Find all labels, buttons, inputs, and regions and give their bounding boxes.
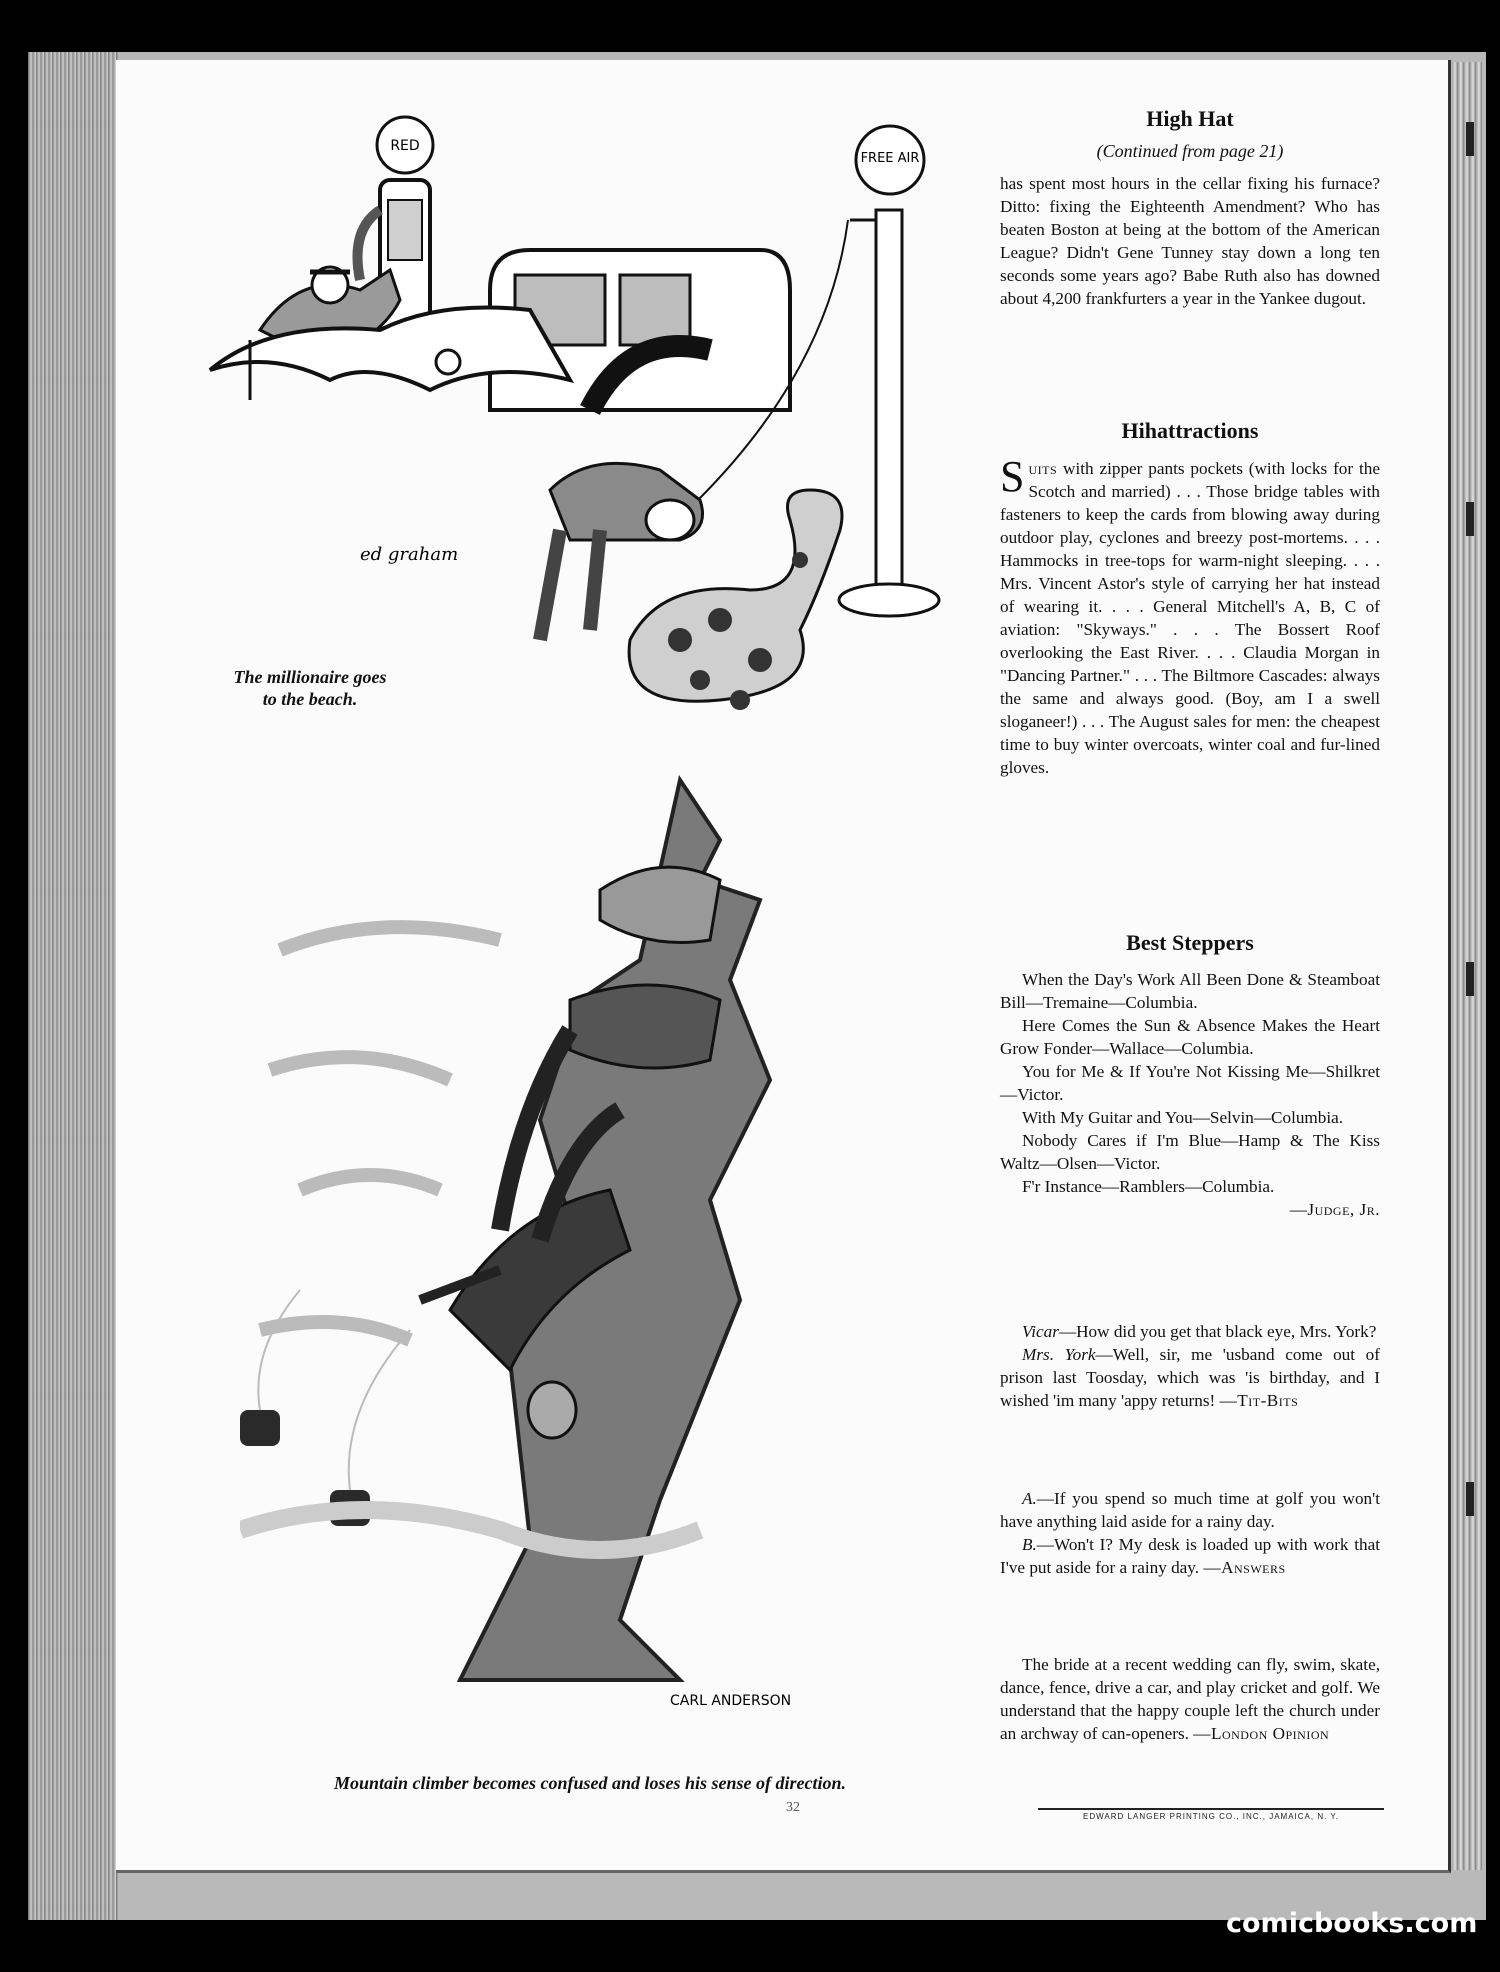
speaker-a-line: —If you spend so much time at golf you won't have anything laid aside for a rainy day. xyxy=(1000,1489,1380,1531)
drop-cap: S xyxy=(1000,452,1025,501)
site-watermark: comicbooks.com xyxy=(1226,1908,1478,1939)
list-item: F'r Instance—Ramblers—Columbia. xyxy=(1022,1177,1275,1196)
vicar-credit: —Tit-Bits xyxy=(1219,1391,1299,1410)
bride-joke xyxy=(1000,1653,1380,1745)
vicar-speaker: Vicar xyxy=(1022,1322,1059,1341)
golf-joke xyxy=(1000,1487,1380,1579)
high-hat-title: High Hat xyxy=(1146,106,1234,131)
mrs-york-line: —Well, sir, me 'usband come out of prison last Toosday, which was 'is birthday, and I wished 'im many 'appy returns! xyxy=(1000,1345,1380,1410)
list-item: Nobody Cares if I'm Blue—Hamp & The Kiss Waltz—Olsen—Victor. xyxy=(1000,1131,1380,1173)
pump-sign-text: RED xyxy=(390,138,420,154)
page-number: 32 xyxy=(786,1800,800,1815)
hihattractions-text: with zipper pants pockets (with locks for the Scotch and married) . . . Those bridge tables with fasteners to keep the cards from blowing away during outdoor play, cyclones and breezy post-mortems. . . . Hammocks in tree-tops for warm-night sleeping. . . . Mrs. Vincent Astor's style of carrying her hat instead of wearing it. . . . General Mitchell's A, B, C of aviation: "Skyways." . . . The Bossert Roof overlooking the East River. . . . Claudia Morgan in "Dancing Partner." . . . The Biltmore Cascades: always the same and always good. (Boy, am I a swell sloganeer!) . . . The August sales for men: the cheapest time to buy winter overcoats, winter coal and fur-lined gloves. xyxy=(1000,459,1380,777)
bottom-caption: Mountain climber becomes confused and loses his sense of direction. xyxy=(333,1773,846,1793)
list-item: When the Day's Work All Been Done & Steamboat Bill—Tremaine—Columbia. xyxy=(1000,970,1380,1012)
list-item: You for Me & If You're Not Kissing Me—Shilkret—Victor. xyxy=(1000,1062,1380,1104)
top-caption xyxy=(190,666,430,710)
vicar-line: —How did you get that black eye, Mrs. York? xyxy=(1058,1322,1377,1341)
speaker-a: A. xyxy=(1022,1489,1037,1508)
page-edges xyxy=(28,52,118,1920)
hihattractions-title: Hihattractions xyxy=(1121,418,1259,443)
mountain-climber-cartoon xyxy=(240,770,960,1750)
climber-signature: CARL ANDERSON xyxy=(670,1693,792,1709)
right-page-edges xyxy=(1452,62,1482,1870)
golf-credit: —Answers xyxy=(1203,1558,1286,1577)
speaker-b: B. xyxy=(1022,1535,1037,1554)
list-item: Here Comes the Sun & Absence Makes the Heart Grow Fonder—Wallace—Columbia. xyxy=(1000,1016,1380,1058)
top-caption-line2: to the beach. xyxy=(262,689,358,709)
continued-note: (Continued from page 21) xyxy=(1096,141,1284,161)
mrs-york-speaker: Mrs. York xyxy=(1022,1345,1096,1364)
bride-credit: —London Opinion xyxy=(1193,1724,1330,1743)
vicar-joke xyxy=(1000,1320,1380,1412)
smallcaps-lead: uits xyxy=(1028,459,1058,478)
cartoon-signature: ed graham xyxy=(360,544,459,565)
speaker-b-line: —Won't I? My desk is loaded up with work that I've put aside for a rainy day. xyxy=(1000,1535,1380,1577)
best-steppers-title: Best Steppers xyxy=(1126,930,1254,955)
best-steppers-credit: —Judge, Jr. xyxy=(1289,1200,1380,1219)
high-hat-body xyxy=(1000,172,1380,310)
list-item: With My Guitar and You—Selvin—Columbia. xyxy=(1022,1108,1344,1127)
bride-text: The bride at a recent wedding can fly, swim, skate, dance, fence, drive a car, and play cricket and golf. We understand that the happy couple left the church under an archway of can-openers. xyxy=(1000,1655,1380,1743)
high-hat-text: has spent most hours in the cellar fixing his furnace? Ditto: fixing the Eighteenth Amendment? Who has beaten Boston at being at the bottom of the American League? Didn't Gene Tunney stay down a long ten seconds some years ago? Babe Ruth also has downed about 4,200 frankfurters a year in the Yankee dugout. xyxy=(1000,174,1380,308)
hihattractions-body xyxy=(1000,452,1380,779)
top-caption-line1: The millionaire goes xyxy=(233,667,387,687)
millionaire-cartoon xyxy=(200,100,960,720)
air-sign-text: FREE AIR xyxy=(860,151,920,166)
best-steppers-list xyxy=(1000,968,1380,1221)
printer-footer: EDWARD LANGER PRINTING CO., INC., JAMAICA, N. Y. xyxy=(1038,1808,1384,1821)
